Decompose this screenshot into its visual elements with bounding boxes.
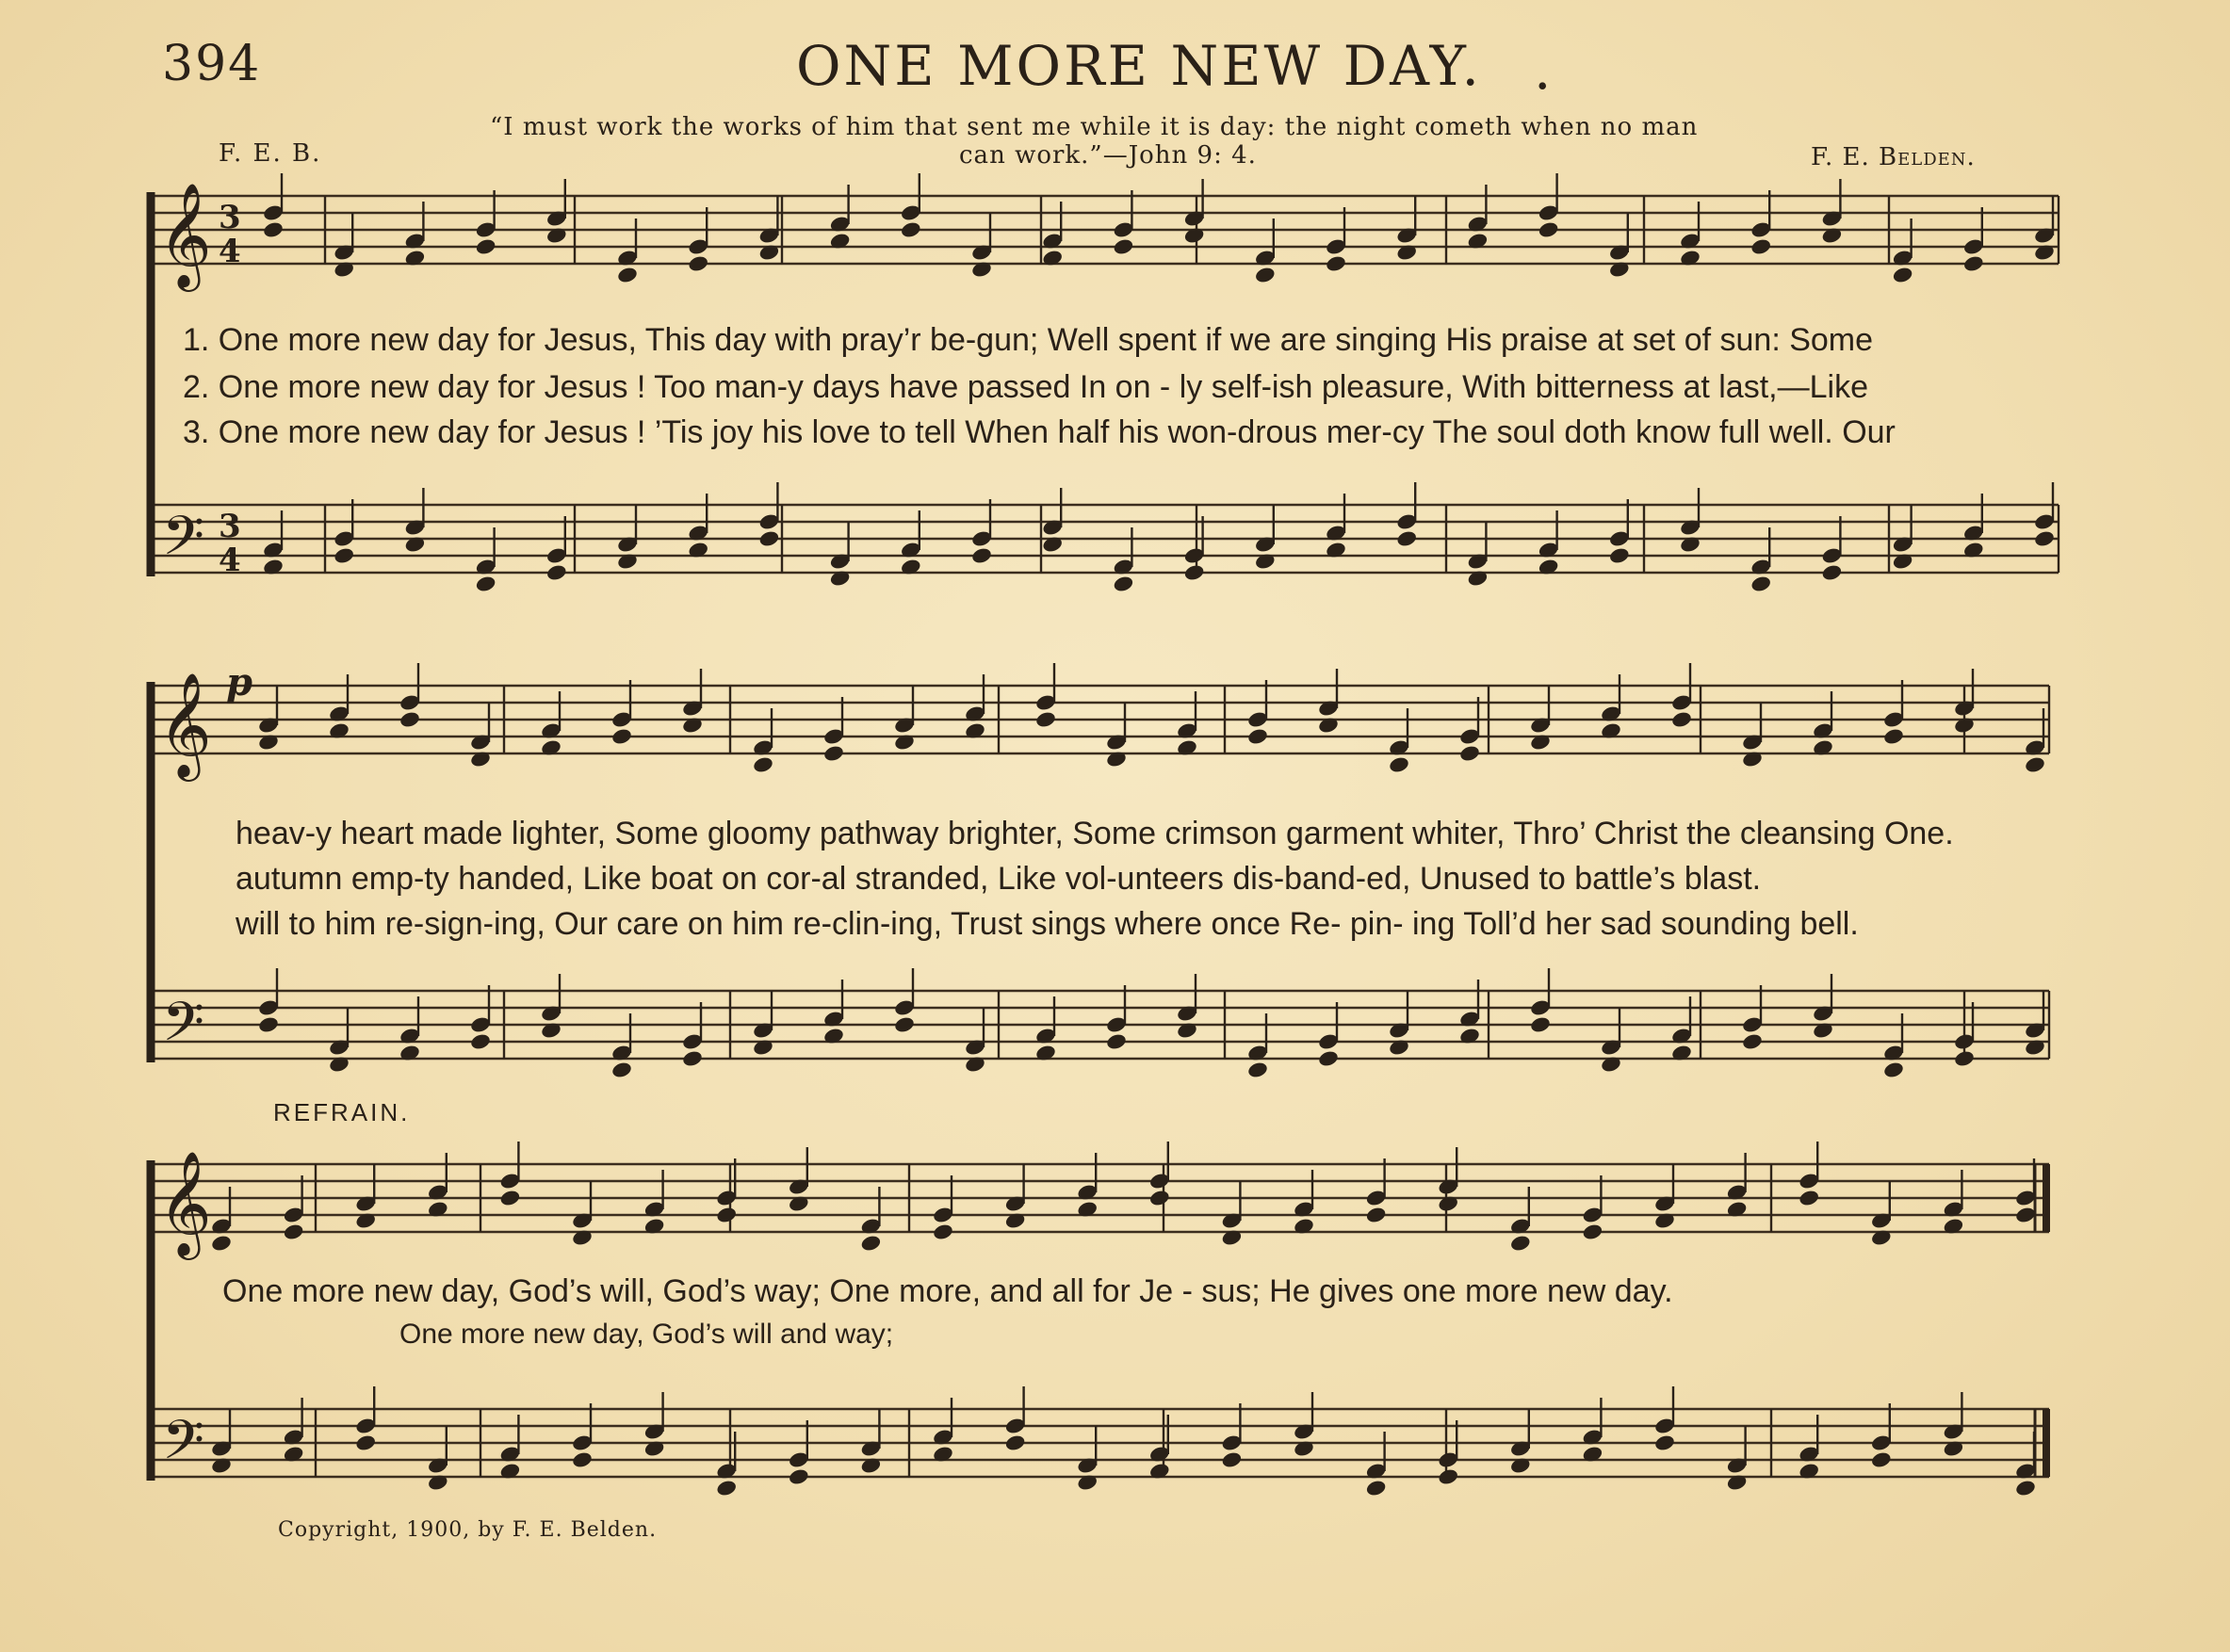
notehead bbox=[788, 1467, 810, 1486]
notehead bbox=[1509, 1234, 1532, 1253]
verse-3-line-1: 3. One more new day for Jesus ! ’Tis joy his love to tell When half his won-drous mer-cy The soul doth know full well. Our bbox=[183, 414, 1896, 450]
notehead bbox=[2014, 1206, 2037, 1224]
notehead bbox=[354, 1433, 377, 1452]
notehead bbox=[822, 744, 845, 763]
system1-treble-staff bbox=[151, 196, 2059, 264]
notehead bbox=[475, 575, 497, 593]
title-dot: . bbox=[1534, 38, 1552, 102]
notehead bbox=[932, 1223, 954, 1241]
notehead bbox=[2033, 529, 2056, 548]
notehead bbox=[1254, 266, 1277, 284]
time-sig-top-treble: 3 bbox=[219, 199, 241, 236]
treble-clef: 𝄞 bbox=[158, 182, 212, 287]
bass-clef: 𝄢 bbox=[162, 504, 205, 581]
notehead bbox=[1882, 727, 1905, 746]
music-credit: F. E. Belden. bbox=[1811, 143, 1976, 171]
system2-bass-staff bbox=[151, 991, 2049, 1059]
epigraph-line-1: “I must work the works of him that sent me while it is day: the night cometh when no man bbox=[490, 113, 1699, 141]
verse-2-line-2: autumn emp-ty handed, Like boat on cor-al stranded, Like vol-unteers dis-band-ed, Unused to battle’s blast. bbox=[236, 861, 1762, 897]
notehead bbox=[469, 1032, 492, 1051]
notehead bbox=[571, 1450, 594, 1469]
notehead bbox=[715, 1206, 738, 1224]
notehead bbox=[283, 1223, 305, 1241]
notehead bbox=[262, 220, 285, 239]
notehead bbox=[1034, 710, 1057, 729]
notehead bbox=[1653, 1433, 1676, 1452]
verse-3-line-2: will to him re-sign-ing, Our care on him re-clin-ing, Trust sings where once Re- pin- ing Toll’d her sad sounding bell. bbox=[236, 906, 1859, 942]
notehead bbox=[1246, 1061, 1269, 1079]
notehead bbox=[399, 710, 421, 729]
notehead bbox=[900, 220, 922, 239]
notehead bbox=[1105, 1032, 1128, 1051]
notehead bbox=[1750, 575, 1772, 593]
notehead bbox=[1395, 529, 1418, 548]
time-sig-top-bass: 3 bbox=[219, 508, 241, 545]
notehead bbox=[1953, 1049, 1976, 1068]
notehead bbox=[752, 755, 774, 774]
refrain-lyrics-line-2: One more new day, God’s will and way; bbox=[399, 1319, 894, 1350]
notehead bbox=[1821, 563, 1844, 582]
treble-clef: 𝄞 bbox=[158, 1150, 212, 1255]
notehead bbox=[1608, 546, 1631, 565]
notehead bbox=[610, 727, 633, 746]
notehead bbox=[1148, 1189, 1171, 1207]
notehead bbox=[1538, 220, 1560, 239]
notehead bbox=[616, 266, 639, 284]
notehead bbox=[1529, 1015, 1552, 1034]
notehead bbox=[1798, 1189, 1820, 1207]
notehead bbox=[1388, 755, 1410, 774]
notehead bbox=[257, 1015, 280, 1034]
refrain-label: REFRAIN. bbox=[273, 1098, 411, 1126]
words-credit: F. E. B. bbox=[219, 139, 322, 168]
notehead bbox=[1870, 1450, 1893, 1469]
notehead bbox=[1113, 237, 1135, 256]
bass-clef: 𝄢 bbox=[162, 1408, 205, 1485]
notehead bbox=[333, 546, 355, 565]
notehead bbox=[1246, 727, 1269, 746]
notehead bbox=[499, 1189, 522, 1207]
notehead bbox=[1221, 1450, 1244, 1469]
notehead bbox=[1437, 1467, 1459, 1486]
dynamic-marking: p bbox=[226, 660, 252, 705]
notehead bbox=[1458, 744, 1481, 763]
notehead bbox=[1670, 710, 1693, 729]
notehead bbox=[1962, 254, 1985, 273]
notehead bbox=[1365, 1206, 1388, 1224]
epigraph-line-2: can work.”—John 9: 4. bbox=[959, 141, 1257, 170]
notehead bbox=[681, 1049, 704, 1068]
notehead bbox=[1325, 254, 1347, 273]
notehead bbox=[715, 1479, 738, 1498]
notehead bbox=[1882, 1061, 1905, 1079]
notehead bbox=[1741, 1032, 1764, 1051]
notehead bbox=[1113, 575, 1135, 593]
notehead bbox=[687, 254, 709, 273]
treble-clef: 𝄞 bbox=[158, 672, 212, 777]
notehead bbox=[2024, 755, 2046, 774]
notehead bbox=[1365, 1479, 1388, 1498]
notehead bbox=[475, 237, 497, 256]
bass-clef: 𝄢 bbox=[162, 990, 205, 1067]
hymn-number: 394 bbox=[162, 36, 262, 92]
verse-1-line-1: 1. One more new day for Jesus, This day with pray’r be-gun; Well spent if we are singing His praise at set of sun: Some bbox=[183, 322, 1874, 358]
refrain-lyrics-line-1: One more new day, God’s will, God’s way; One more, and all for Je - sus; He gives one more new day. bbox=[222, 1273, 1673, 1309]
notehead bbox=[1004, 1433, 1027, 1452]
notehead bbox=[758, 529, 781, 548]
notehead bbox=[1183, 563, 1206, 582]
notehead bbox=[1750, 237, 1772, 256]
notehead bbox=[1892, 266, 1914, 284]
time-sig-bottom-treble: 4 bbox=[219, 233, 241, 270]
system2-treble-staff bbox=[151, 686, 2049, 753]
system1-bass-staff bbox=[151, 505, 2059, 573]
verse-1-line-2: heav-y heart made lighter, Some gloomy pathway brighter, Some crimson garment whiter, Thro’ Christ the cleansing One. bbox=[236, 816, 1954, 851]
notehead bbox=[545, 563, 568, 582]
notehead bbox=[210, 1234, 233, 1253]
copyright-notice: Copyright, 1900, by F. E. Belden. bbox=[278, 1518, 658, 1542]
notehead bbox=[2014, 1479, 2037, 1498]
notehead bbox=[1317, 1049, 1340, 1068]
time-sig-bottom-bass: 4 bbox=[219, 542, 241, 579]
notehead bbox=[860, 1234, 883, 1253]
hymn-title: ONE MORE NEW DAY. bbox=[796, 34, 1482, 98]
notehead bbox=[1582, 1223, 1604, 1241]
notehead bbox=[893, 1015, 916, 1034]
verse-2-line-1: 2. One more new day for Jesus ! Too man-y days have passed In on - ly self-ish pleasure, With bitterness at last,—Like bbox=[183, 369, 1868, 405]
notehead bbox=[970, 546, 993, 565]
notehead bbox=[610, 1061, 633, 1079]
